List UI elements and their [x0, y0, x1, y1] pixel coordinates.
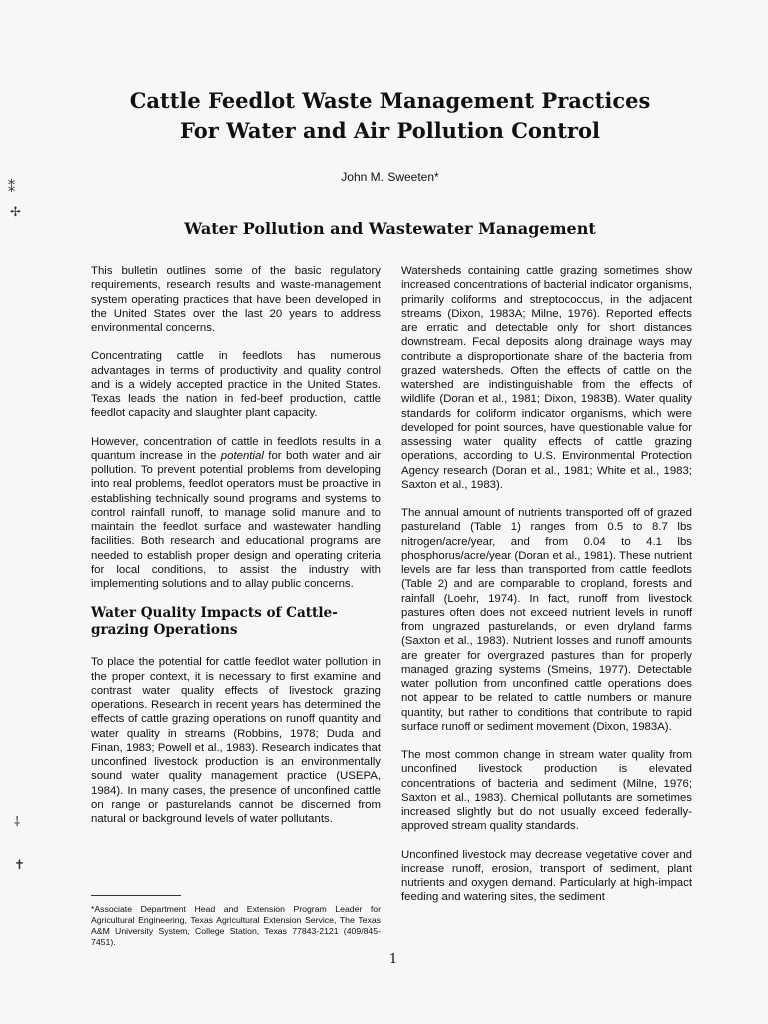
footnote-divider — [91, 895, 181, 896]
paragraph: This bulletin outlines some of the basic regulatory requirements, research results and waste-management system operating practices that have been developed in the United States over the last 20 years to address environmental concerns. — [91, 265, 381, 334]
left-column — [91, 264, 381, 840]
paragraph: Concentrating cattle in feedlots has numerous advantages in terms of productivity and quality control and is a widely accepted practice in the United States. Texas leads the nation in fed-beef production, cattle feedlot capacity and slaughter plant capacity. — [91, 350, 381, 420]
author-name: John M. Sweeten* — [341, 170, 439, 184]
title-line-2: For Water and Air Pollution Control — [180, 118, 600, 143]
paragraph: The annual amount of nutrients transported off of grazed pastureland (Table 1) ranges from 0.5 to 8.7 lbs nitrogen/acre/year, and from 0.04 to 4.1 lbs phosphorus/acre/year (Doran et al., 1981). These nutrient levels are far less than transported from cattle feedlots (Table 2) and are comparable to cropland, forests and rainfall (Loehr, 1974). In fact, runoff from livestock pastures often does not exceed nutrient levels in runoff from ungrazed pasturelands, or even dryland farms (Saxton et al., 1983). Nutrient losses and runoff amounts are greater for overgrazed pastures than for properly managed grazing systems (Smeins, 1977). Detectable water pollution from unconfined cattle operations does not appear to be related to cattle numbers or manure quantity, but rather to conditions that contribute to rapid surface runoff or sediment movement (Dixon, 1983A). — [401, 507, 692, 733]
subsection-heading: Water Quality Impacts of Cattle-grazing Operations — [91, 605, 338, 639]
paragraph: Watersheds containing cattle grazing sometimes show increased concentrations of bacterial indicator organisms, primarily coliforms and streptococcus, in the adjacent streams (Dixon, 1983A; Milne, 1976). Reported effects are erratic and detectable only for short distances downstream. Fecal deposits along drainage ways may contribute a disproportionate share of the bacteria from grazed watersheds. Often the effects of cattle on the watershed are indistinguishable from the effects of wildlife (Doran et al., 1981; Dixon, 1983B). Water quality standards for coliform indicator organisms, which were developed for point sources, have questionable value for assessing water quality effects of cattle grazing operations, according to U.S. Environmental Protection Agency research (Doran et al., 1981; White et al., 1983; Saxton et al., 1983). — [401, 265, 692, 491]
footnote: *Associate Department Head and Extension Program Leader for Agricultural Engineering, Texas Agricultural Extension Service, The Texas A&M University System, College Station, Texas 77843-2121 (409/845-7451). — [91, 904, 381, 947]
paragraph — [91, 435, 381, 592]
paragraph: Unconfined livestock may decrease vegetative cover and increase runoff, erosion, transport of sediment, plant nutrients and oxygen demand. Particularly at high-impact feeding and watering sites, the sediment — [401, 848, 692, 904]
section-title: Water Pollution and Wastewater Management — [184, 219, 596, 238]
paragraph-text: However, concentration of cattle in feedlots results in a quantum increase in the — [91, 435, 381, 462]
emphasis-text: potential — [220, 449, 264, 462]
right-column — [401, 264, 692, 919]
scan-speck-icon: ⁑ — [8, 180, 15, 196]
paragraph-text: for both water and air pollution. To prevent potential problems from developing into real problems, feedlot operators must be proactive in establishing technically sound programs and systems to control rainfall runoff, to manage solid manure and to maintain the feedlot surface and wastewater handling facilities. Both research and educational programs are needed to establish proper design and operating criteria for local conditions, to assist the industry with implementing solutions and to allay public concerns. — [91, 449, 381, 590]
title-line-1: Cattle Feedlot Waste Management Practices — [129, 88, 651, 113]
paragraph: The most common change in stream water quality from unconfined livestock production is elevated concentrations of bacteria and sediment (Milne, 1976; Saxton et al., 1983). Chemical pollutants are sometimes increased slightly but do not usually exceed federally-approved stream quality standards. — [401, 749, 692, 833]
scan-speck-icon: ⸸ — [14, 815, 21, 830]
page-title — [80, 86, 700, 146]
scan-speck-icon: ✢ — [10, 205, 21, 220]
paragraph: To place the potential for cattle feedlot water pollution in the proper context, it is necessary to first examine and contrast water quality effects of livestock grazing operations. Research in recent years has determined the effects of cattle grazing operations on runoff quantity and water quality in streams (Robbins, 1978; Duda and Finan, 1983; Powell et al., 1983). Research indicates that unconfined livestock production is an environmentally sound water quality management practice (USEPA, 1984). In many cases, the presence of unconfined cattle on range or pasturelands cannot be discerned from natural or background levels of water pollutants. — [91, 656, 381, 825]
page-number: 1 — [388, 952, 398, 967]
scan-speck-icon: ✝ — [14, 858, 25, 873]
